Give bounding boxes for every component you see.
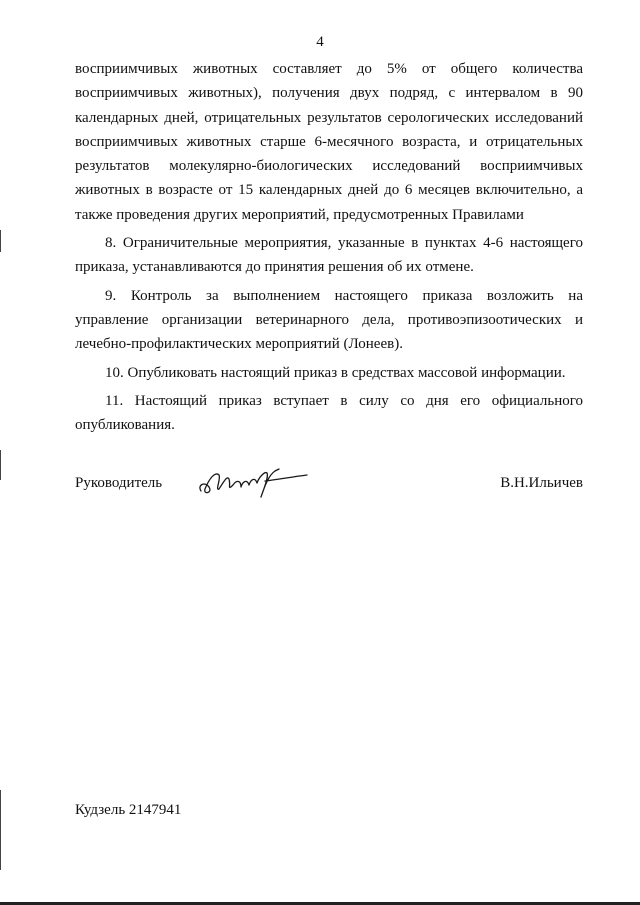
- margin-mark-middle: [0, 450, 1, 480]
- paragraph-item-11: 11. Настоящий приказ вступает в силу со дня его официального опубликования.: [75, 392, 583, 434]
- signer-name: В.Н.Ильичев: [500, 475, 583, 491]
- paragraph-item-9: 9. Контроль за выполнением настоящего приказа возложить на управление организации ветеринарного дела, противоэпизоотических и лечебно-профилактических мероприятий (Лонеев).: [75, 287, 583, 353]
- paragraph-item-8: 8. Ограничительные мероприятия, указанные в пунктах 4-6 настоящего приказа, устанавливаются до принятия решения об их отмене.: [75, 235, 583, 276]
- signer-title: Руководитель: [75, 475, 163, 491]
- margin-mark-top: [0, 230, 1, 252]
- page-number: 4: [316, 34, 324, 50]
- signature-block: [75, 467, 583, 499]
- margin-mark-bottom: [0, 790, 1, 870]
- paragraph-item-10: 10. Опубликовать настоящий приказ в средствах массовой информации.: [105, 364, 566, 381]
- paragraph-continuation: восприимчивых животных составляет до 5% от общего количества восприимчивых животных), получения двух подряд, с интервалом в 90 календарных дней, отрицательных результатов серологических исследований восприимчивых животных старше 6-месячного возраста, и отрицательных результатов молекулярно-биологических исследований восприимчивых животных в возрасте от 15 календарных дней до 6 месяцев включительно, а также проведения других мероприятий, предусмотренных Правилами: [75, 61, 583, 223]
- handwritten-signature: [195, 461, 315, 501]
- document-code: Кудзель 2147941: [75, 802, 182, 818]
- document-body: [75, 57, 583, 437]
